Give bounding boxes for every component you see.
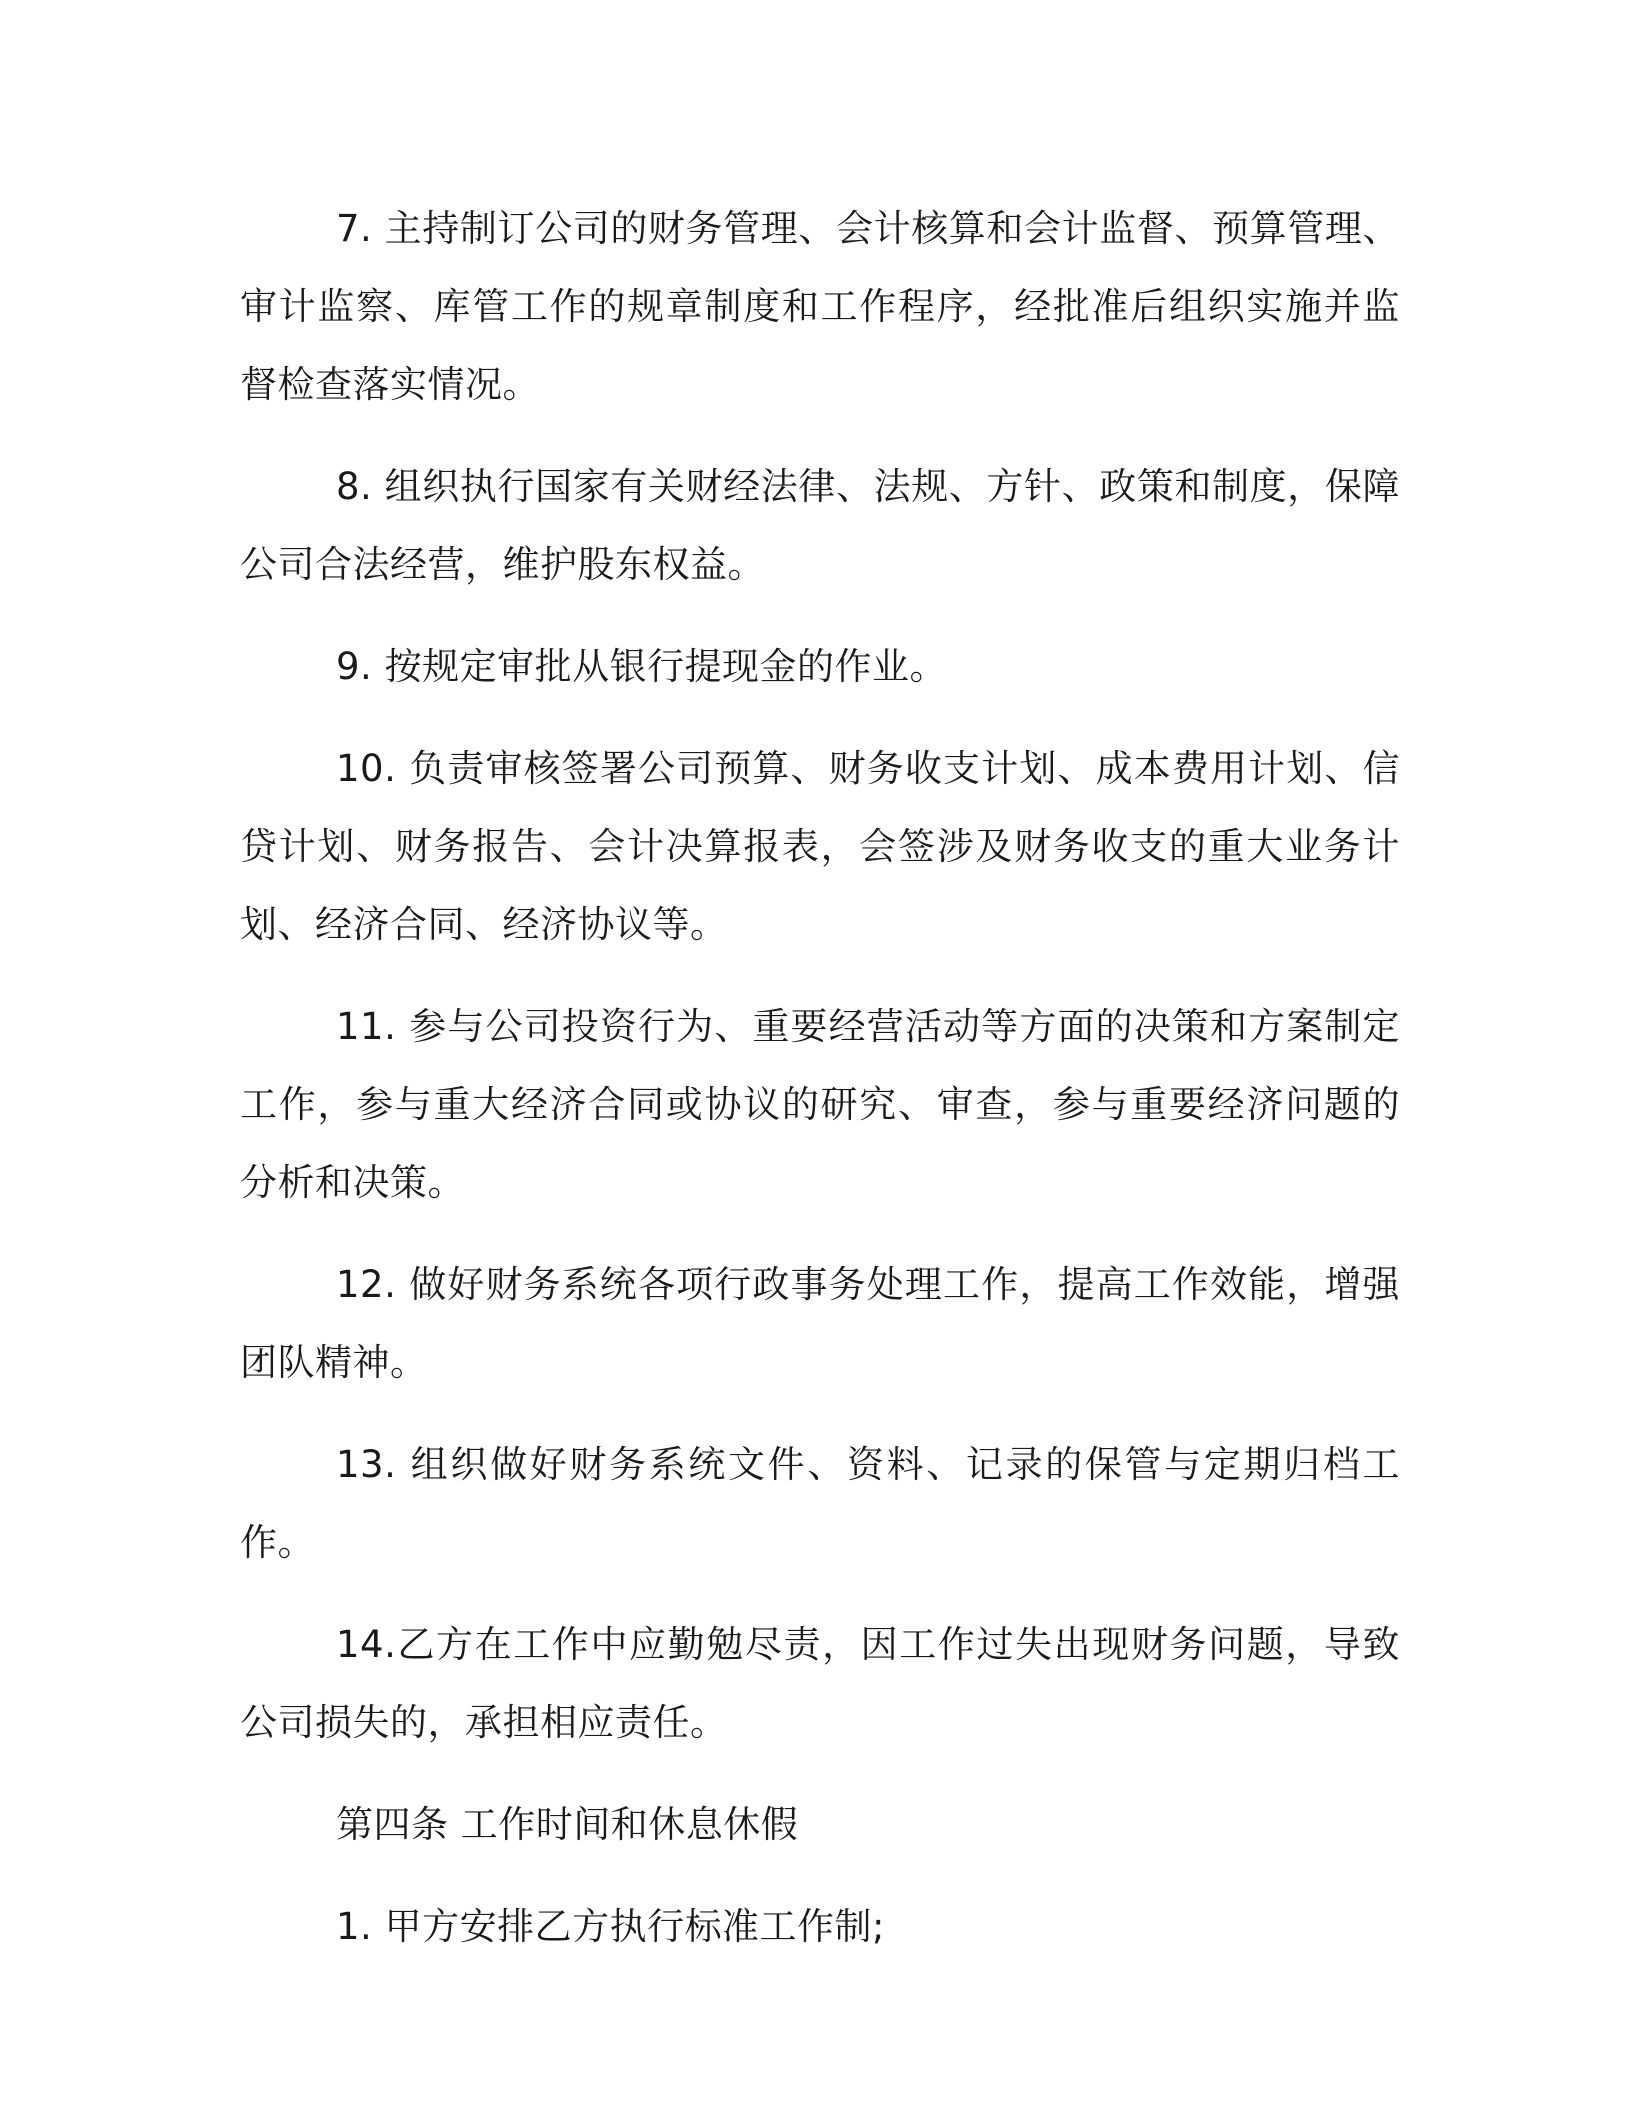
paragraph-item-12: 12. 做好财务系统各项行政事务处理工作，提高工作效能，增强团队精神。	[240, 1263, 1400, 1384]
paragraph-item-13: 13. 组织做好财务系统文件、资料、记录的保管与定期归档工作。	[240, 1443, 1400, 1564]
document-body	[240, 190, 1400, 1990]
paragraph-item-7: 7. 主持制订公司的财务管理、会计核算和会计监督、预算管理、审计监察、库管工作的规章制度和工作程序，经批准后组织实施并监督检查落实情况。	[240, 207, 1400, 406]
paragraph-item-11: 11. 参与公司投资行为、重要经营活动等方面的决策和方案制定工作，参与重大经济合同或协议的研究、审查，参与重要经济问题的分析和决策。	[240, 1005, 1400, 1204]
paragraph-item-1: 1. 甲方安排乙方执行标准工作制;	[336, 1905, 886, 1948]
paragraph-item-9: 9. 按规定审批从银行提现金的作业。	[336, 645, 948, 688]
paragraph-item-10: 10. 负责审核签署公司预算、财务收支计划、成本费用计划、信贷计划、财务报告、会计决算报表，会签涉及财务收支的重大业务计划、经济合同、经济协议等。	[240, 747, 1400, 946]
paragraph-item-8: 8. 组织执行国家有关财经法律、法规、方针、政策和制度，保障公司合法经营，维护股东权益。	[240, 465, 1400, 586]
paragraph-item-14: 14.乙方在工作中应勤勉尽责，因工作过失出现财务问题，导致公司损失的，承担相应责任。	[240, 1623, 1400, 1744]
section-heading-article-4: 第四条 工作时间和休息休假	[336, 1803, 799, 1846]
